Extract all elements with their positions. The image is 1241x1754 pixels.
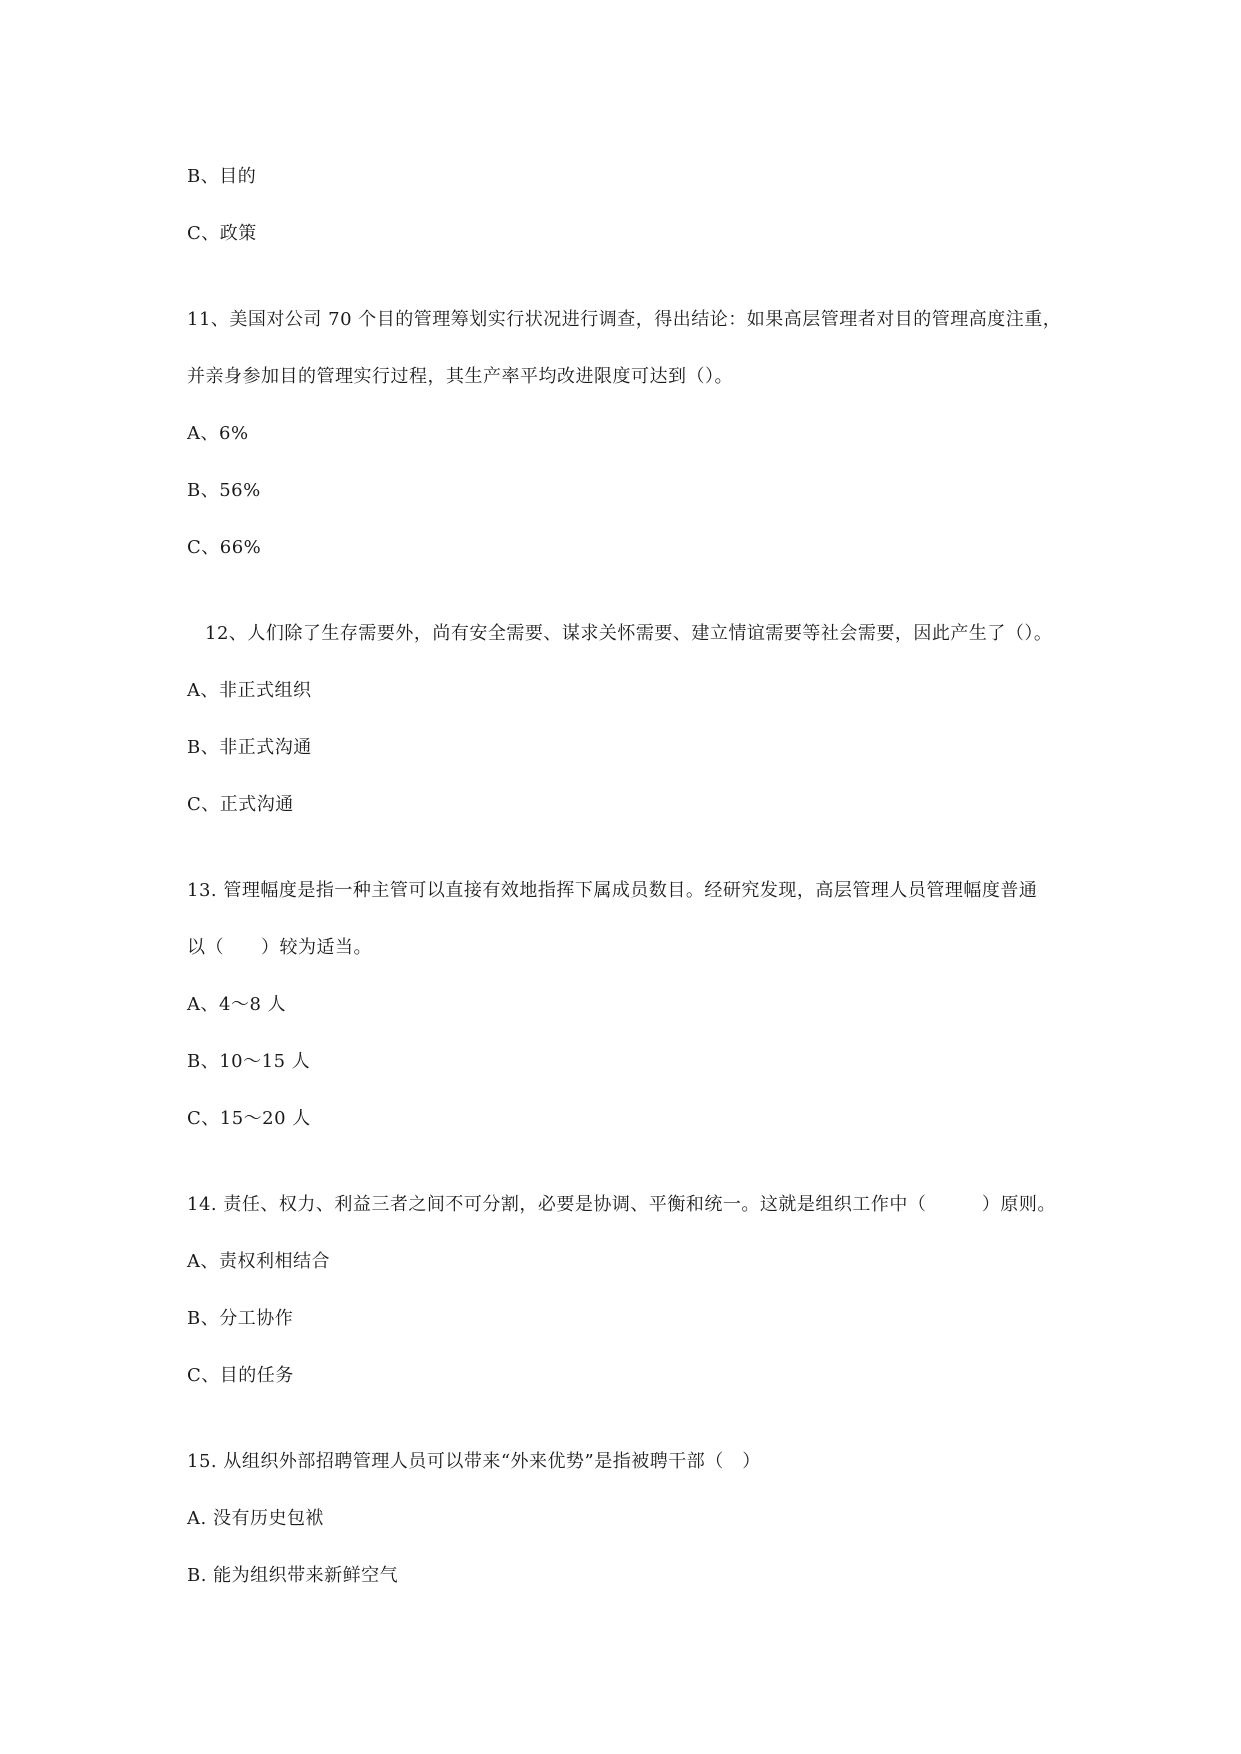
q14-option-c: C、目的任务 xyxy=(187,1365,294,1386)
q14-option-b: B、分工协作 xyxy=(187,1308,294,1329)
q13-option-b: B、10～15 人 xyxy=(187,1051,311,1072)
q13-option-c: C、15～20 人 xyxy=(187,1108,311,1129)
q14-option-a: A、责权利相结合 xyxy=(187,1251,330,1272)
q10-option-c: C、政策 xyxy=(187,223,257,244)
q11-option-c: C、66% xyxy=(187,537,262,558)
q11-option-a: A、6% xyxy=(187,423,249,444)
q12-stem: 12、人们除了生存需要外，尚有安全需要、谋求关怀需要、建立情谊需要等社会需要，因此产生了（）。 xyxy=(205,623,1053,644)
q12-option-c: C、正式沟通 xyxy=(187,794,294,815)
q14-stem: 14. 责任、权力、利益三者之间不可分割，必要是协调、平衡和统一。这就是组织工作中（ ）原则。 xyxy=(187,1194,1056,1215)
q12-option-a: A、非正式组织 xyxy=(187,680,312,701)
q11-stem-line2: 并亲身参加目的管理实行过程，其生产率平均改进限度可达到（）。 xyxy=(187,366,733,387)
q11-option-b: B、56% xyxy=(187,480,261,501)
q15-stem: 15. 从组织外部招聘管理人员可以带来“外来优势”是指被聘干部（ ） xyxy=(187,1451,761,1472)
q15-option-a: A. 没有历史包袱 xyxy=(187,1508,324,1529)
q15-option-b: B. 能为组织带来新鲜空气 xyxy=(187,1565,399,1586)
q10-option-b: B、目的 xyxy=(187,166,257,187)
q13-stem-line2: 以（ ）较为适当。 xyxy=(187,937,372,958)
q13-option-a: A、4～8 人 xyxy=(187,994,287,1015)
q12-option-b: B、非正式沟通 xyxy=(187,737,312,758)
q13-stem-line1: 13. 管理幅度是指一种主管可以直接有效地指挥下属成员数目。经研究发现，高层管理人员管理幅度普通 xyxy=(187,880,1038,901)
q11-stem-line1: 11、美国对公司 70 个目的管理筹划实行状况进行调查，得出结论：如果高层管理者对目的管理高度注重， xyxy=(187,309,1062,330)
